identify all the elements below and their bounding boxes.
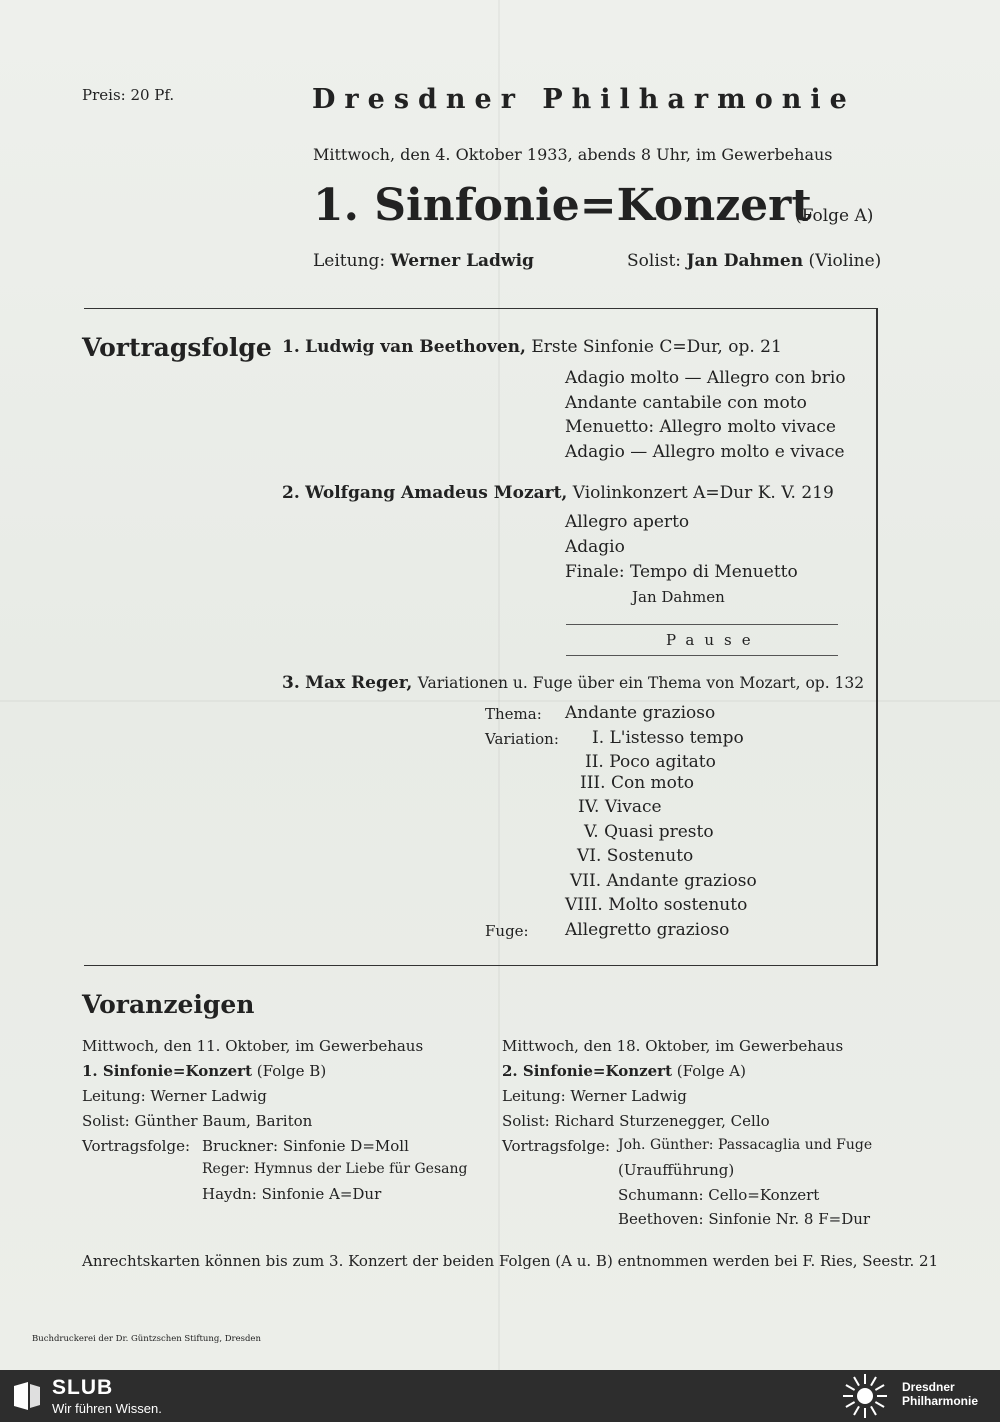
work-2-number: 2.: [282, 483, 300, 503]
announcement-right-program-item: Schumann: Cello=Konzert: [618, 1186, 820, 1204]
announcement-right-series: (Folge A): [676, 1062, 746, 1080]
variation-item: VI. Sostenuto: [577, 846, 694, 866]
work-2-movement: Finale: Tempo di Menuetto: [565, 562, 798, 582]
work-2-performer: Jan Dahmen: [632, 588, 725, 606]
announcement-right-program-item: Joh. Günther: Passacaglia und Fuge: [618, 1137, 873, 1153]
variation-item: IV. Vivace: [578, 797, 662, 817]
work-2-header: [282, 483, 834, 503]
work-3-composer: Max Reger,: [305, 673, 413, 693]
price-label: Preis: 20 Pf.: [82, 86, 175, 104]
variation-item: V. Quasi presto: [584, 822, 714, 842]
announcement-right-soloist: Solist: Richard Sturzenegger, Cello: [502, 1112, 770, 1130]
work-1-composer: Ludwig van Beethoven,: [305, 337, 526, 357]
variation-item: III. Con moto: [580, 773, 694, 793]
announcement-left-date: Mittwoch, den 11. Oktober, im Gewerbehaus: [82, 1037, 424, 1055]
announcement-left-program-item: Reger: Hymnus der Liebe für Gesang: [202, 1161, 468, 1177]
theme-label: Thema:: [485, 705, 542, 723]
library-tagline: Wir führen Wissen.: [52, 1401, 162, 1416]
partner-name[interactable]: [902, 1380, 978, 1408]
work-1-movement: Adagio — Allegro molto e vivace: [565, 442, 845, 462]
variation-item: I. L'istesso tempo: [592, 728, 744, 748]
announcement-right-title: 2. Sinfonie=Konzert: [502, 1062, 673, 1080]
work-1-number: 1.: [282, 337, 300, 357]
concert-series: (Folge A): [795, 206, 874, 226]
announcement-left-program-item: Haydn: Sinfonie A=Dur: [202, 1185, 382, 1203]
concert-date: Mittwoch, den 4. Oktober 1933, abends 8 Uhr, im Gewerbehaus: [313, 145, 833, 164]
announcement-right-date: Mittwoch, den 18. Oktober, im Gewerbehaus: [502, 1037, 844, 1055]
variation-item: II. Poco agitato: [585, 752, 716, 772]
work-2-piece: Violinkonzert A=Dur K. V. 219: [572, 483, 834, 503]
fugue-label: Fuge:: [485, 922, 529, 940]
pause-label: Pause: [666, 631, 761, 649]
variation-label: Variation:: [485, 730, 559, 748]
work-3-header: [282, 673, 864, 693]
orchestra-name: Dresdner Philharmonie: [312, 84, 856, 115]
partner-name-line1: Dresdner: [902, 1380, 955, 1394]
work-1-movement: Adagio molto — Allegro con brio: [565, 368, 846, 388]
concert-title: 1. Sinfonie=Konzert: [313, 180, 812, 231]
conductor-label: Leitung:: [313, 251, 386, 271]
repository-footer-bar: [0, 1370, 1000, 1422]
announcement-left-conductor: Leitung: Werner Ladwig: [82, 1087, 267, 1105]
work-2-movement: Allegro aperto: [565, 512, 690, 532]
work-3-number: 3.: [282, 673, 300, 693]
slub-logo-icon: [12, 1380, 42, 1412]
theme-tempo: Andante grazioso: [565, 703, 716, 723]
announcement-right-conductor: Leitung: Werner Ladwig: [502, 1087, 687, 1105]
announcements-heading: Voranzeigen: [82, 990, 255, 1019]
variation-item: VII. Andante grazioso: [570, 871, 757, 891]
partner-name-line2: Philharmonie: [902, 1394, 979, 1408]
work-1-piece: Erste Sinfonie C=Dur, op. 21: [531, 337, 782, 357]
work-2-composer: Wolfgang Amadeus Mozart,: [305, 483, 568, 503]
work-2-movement: Adagio: [565, 537, 625, 557]
announcement-right-title-line: [502, 1062, 746, 1080]
announcement-left-title: 1. Sinfonie=Konzert: [82, 1062, 253, 1080]
announcement-left-program-item: Bruckner: Sinfonie D=Moll: [202, 1137, 409, 1155]
conductor-name: Werner Ladwig: [390, 251, 534, 271]
soloist-label: Solist:: [627, 251, 682, 271]
program-heading: Vortragsfolge: [82, 333, 272, 362]
conductor-line: [313, 251, 534, 271]
soloist-line: [627, 251, 881, 271]
announcement-left-series: (Folge B): [256, 1062, 327, 1080]
work-1-header: [282, 337, 782, 357]
announcement-right-program-item: Beethoven: Sinfonie Nr. 8 F=Dur: [618, 1210, 871, 1228]
announcement-right-program-label: Vortragsfolge:: [502, 1137, 611, 1155]
soloist-instrument: (Violine): [808, 251, 882, 271]
philharmonie-logo-icon: [840, 1373, 890, 1419]
variation-item: VIII. Molto sostenuto: [565, 895, 748, 915]
work-1-movement: Menuetto: Allegro molto vivace: [565, 417, 836, 437]
pause-rule-top: [566, 624, 838, 625]
printer-imprint: Buchdruckerei der Dr. Güntzschen Stiftung, Dresden: [32, 1334, 261, 1344]
work-1-movement: Andante cantabile con moto: [565, 393, 807, 413]
soloist-name: Jan Dahmen: [686, 251, 804, 271]
announcement-right-program-item: (Uraufführung): [618, 1161, 735, 1179]
library-name[interactable]: SLUB: [52, 1376, 114, 1399]
fugue-tempo: Allegretto grazioso: [565, 920, 730, 940]
work-3-piece: Variationen u. Fuge über ein Thema von Mozart, op. 132: [417, 674, 865, 692]
announcement-left-program-label: Vortragsfolge:: [82, 1137, 191, 1155]
announcement-left-soloist: Solist: Günther Baum, Bariton: [82, 1112, 313, 1130]
announcement-left-title-line: [82, 1062, 326, 1080]
pause-rule-bottom: [566, 655, 838, 656]
ticket-info: Anrechtskarten können bis zum 3. Konzert der beiden Folgen (A u. B) entnommen werden bei F. Ries, Seestr. 21: [82, 1252, 939, 1270]
